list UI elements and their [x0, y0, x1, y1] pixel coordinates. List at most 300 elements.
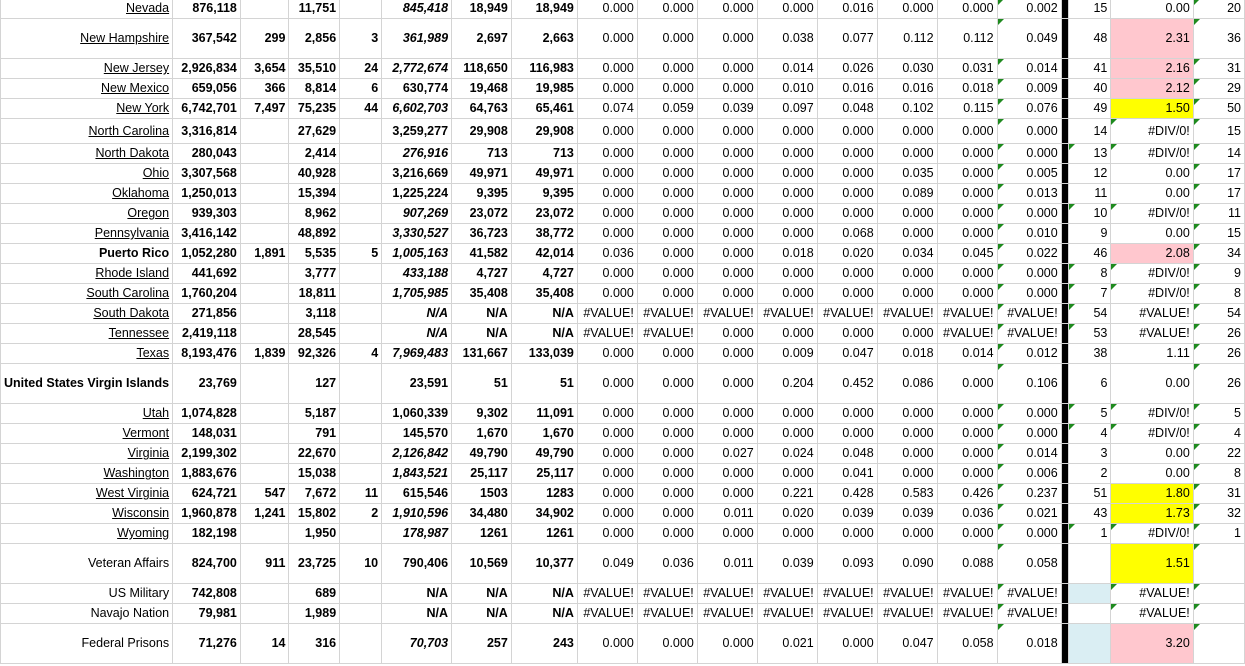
- cell-r24-c18[interactable]: 1: [1193, 524, 1244, 544]
- cell-r2-c14[interactable]: 0.031: [937, 59, 997, 79]
- cell-r21-c2[interactable]: [240, 464, 289, 484]
- cell-r25-c6[interactable]: 10,569: [452, 544, 512, 584]
- cell-r12-c17[interactable]: #DIV/0!: [1111, 264, 1193, 284]
- cell-r14-c7[interactable]: N/A: [511, 304, 577, 324]
- cell-r24-c1[interactable]: 182,198: [173, 524, 241, 544]
- jurisdiction-link[interactable]: [1, 424, 173, 444]
- cell-r16-c18[interactable]: 26: [1193, 344, 1244, 364]
- jurisdiction-label[interactable]: Oklahoma: [112, 186, 170, 200]
- cell-r11-c9[interactable]: 0.000: [637, 244, 697, 264]
- cell-r5-c7[interactable]: 29,908: [511, 119, 577, 144]
- cell-r25-c4[interactable]: 10: [340, 544, 382, 584]
- cell-r27-c17[interactable]: #VALUE!: [1111, 604, 1193, 624]
- cell-r13-c11[interactable]: 0.000: [757, 284, 817, 304]
- cell-r13-c3[interactable]: 18,811: [289, 284, 340, 304]
- cell-r3-c13[interactable]: 0.016: [877, 79, 937, 99]
- cell-r20-c5[interactable]: 2,126,842: [382, 444, 452, 464]
- cell-r22-c3[interactable]: 7,672: [289, 484, 340, 504]
- cell-r22-c18[interactable]: 31: [1193, 484, 1244, 504]
- cell-r14-c1[interactable]: 271,856: [173, 304, 241, 324]
- cell-r18-c3[interactable]: 5,187: [289, 404, 340, 424]
- cell-r19-c7[interactable]: 1,670: [511, 424, 577, 444]
- cell-r2-c5[interactable]: 2,772,674: [382, 59, 452, 79]
- cell-r14-c11[interactable]: #VALUE!: [757, 304, 817, 324]
- cell-r6-c8[interactable]: 0.000: [577, 144, 637, 164]
- cell-r7-c1[interactable]: 3,307,568: [173, 164, 241, 184]
- cell-r10-c2[interactable]: [240, 224, 289, 244]
- cell-r11-c7[interactable]: 42,014: [511, 244, 577, 264]
- cell-r2-c11[interactable]: 0.014: [757, 59, 817, 79]
- cell-r21-c11[interactable]: 0.000: [757, 464, 817, 484]
- cell-r21-c18[interactable]: 8: [1193, 464, 1244, 484]
- cell-r17-c11[interactable]: 0.204: [757, 364, 817, 404]
- cell-r18-c4[interactable]: [340, 404, 382, 424]
- cell-r3-c3[interactable]: 8,814: [289, 79, 340, 99]
- cell-r1-c11[interactable]: 0.038: [757, 19, 817, 59]
- cell-r20-c7[interactable]: 49,790: [511, 444, 577, 464]
- cell-r19-c13[interactable]: 0.000: [877, 424, 937, 444]
- cell-r15-c14[interactable]: #VALUE!: [937, 324, 997, 344]
- cell-r16-c6[interactable]: 131,667: [452, 344, 512, 364]
- cell-r14-c9[interactable]: #VALUE!: [637, 304, 697, 324]
- cell-r25-c10[interactable]: 0.011: [697, 544, 757, 584]
- cell-r4-c12[interactable]: 0.048: [817, 99, 877, 119]
- cell-r14-c12[interactable]: #VALUE!: [817, 304, 877, 324]
- cell-r3-c2[interactable]: 366: [240, 79, 289, 99]
- jurisdiction-link[interactable]: [1, 324, 173, 344]
- cell-r8-c18[interactable]: 17: [1193, 184, 1244, 204]
- cell-r24-c7[interactable]: 1261: [511, 524, 577, 544]
- cell-r7-c6[interactable]: 49,971: [452, 164, 512, 184]
- cell-r28-c4[interactable]: [340, 624, 382, 664]
- cell-r28-c7[interactable]: 243: [511, 624, 577, 664]
- cell-r24-c10[interactable]: 0.000: [697, 524, 757, 544]
- cell-r26-c10[interactable]: #VALUE!: [697, 584, 757, 604]
- cell-r16-c1[interactable]: 8,193,476: [173, 344, 241, 364]
- cell-r9-c12[interactable]: 0.000: [817, 204, 877, 224]
- cell-r0-c5[interactable]: 845,418: [382, 0, 452, 19]
- jurisdiction-label[interactable]: Tennessee: [108, 326, 170, 340]
- cell-r26-c2[interactable]: [240, 584, 289, 604]
- cell-r26-c4[interactable]: [340, 584, 382, 604]
- cell-r9-c7[interactable]: 23,072: [511, 204, 577, 224]
- cell-r22-c13[interactable]: 0.583: [877, 484, 937, 504]
- cell-r3-c15[interactable]: 0.009: [997, 79, 1061, 99]
- cell-r16-c14[interactable]: 0.014: [937, 344, 997, 364]
- cell-r10-c16[interactable]: 9: [1069, 224, 1111, 244]
- jurisdiction-link[interactable]: [1, 524, 173, 544]
- jurisdiction-label[interactable]: Wyoming: [117, 526, 170, 540]
- cell-r21-c4[interactable]: [340, 464, 382, 484]
- cell-r0-c4[interactable]: [340, 0, 382, 19]
- cell-r4-c10[interactable]: 0.039: [697, 99, 757, 119]
- cell-r2-c17[interactable]: 2.16: [1111, 59, 1193, 79]
- cell-r16-c17[interactable]: 1.11: [1111, 344, 1193, 364]
- cell-r23-c7[interactable]: 34,902: [511, 504, 577, 524]
- cell-r12-c3[interactable]: 3,777: [289, 264, 340, 284]
- cell-r18-c18[interactable]: 5: [1193, 404, 1244, 424]
- cell-r15-c6[interactable]: N/A: [452, 324, 512, 344]
- jurisdiction-link[interactable]: [1, 144, 173, 164]
- cell-r3-c12[interactable]: 0.016: [817, 79, 877, 99]
- cell-r25-c15[interactable]: 0.058: [997, 544, 1061, 584]
- cell-r23-c1[interactable]: 1,960,878: [173, 504, 241, 524]
- cell-r15-c11[interactable]: 0.000: [757, 324, 817, 344]
- cell-r25-c9[interactable]: 0.036: [637, 544, 697, 584]
- cell-r5-c1[interactable]: 3,316,814: [173, 119, 241, 144]
- jurisdiction-link[interactable]: [1, 464, 173, 484]
- cell-r16-c3[interactable]: 92,326: [289, 344, 340, 364]
- cell-r6-c2[interactable]: [240, 144, 289, 164]
- cell-r23-c9[interactable]: 0.000: [637, 504, 697, 524]
- cell-r16-c15[interactable]: 0.012: [997, 344, 1061, 364]
- cell-r6-c18[interactable]: 14: [1193, 144, 1244, 164]
- cell-r28-c18[interactable]: [1193, 624, 1244, 664]
- cell-r0-c18[interactable]: 20: [1193, 0, 1244, 19]
- cell-r6-c17[interactable]: #DIV/0!: [1111, 144, 1193, 164]
- cell-r17-c1[interactable]: 23,769: [173, 364, 241, 404]
- jurisdiction-link[interactable]: [1, 404, 173, 424]
- cell-r16-c2[interactable]: 1,839: [240, 344, 289, 364]
- cell-r12-c18[interactable]: 9: [1193, 264, 1244, 284]
- cell-r4-c6[interactable]: 64,763: [452, 99, 512, 119]
- cell-r21-c10[interactable]: 0.000: [697, 464, 757, 484]
- cell-r15-c10[interactable]: 0.000: [697, 324, 757, 344]
- cell-r20-c13[interactable]: 0.000: [877, 444, 937, 464]
- cell-r18-c5[interactable]: 1,060,339: [382, 404, 452, 424]
- cell-r17-c12[interactable]: 0.452: [817, 364, 877, 404]
- cell-r0-c2[interactable]: [240, 0, 289, 19]
- cell-r6-c15[interactable]: 0.000: [997, 144, 1061, 164]
- cell-r15-c15[interactable]: #VALUE!: [997, 324, 1061, 344]
- cell-r28-c16[interactable]: [1069, 624, 1111, 664]
- cell-r27-c13[interactable]: #VALUE!: [877, 604, 937, 624]
- cell-r3-c6[interactable]: 19,468: [452, 79, 512, 99]
- cell-r27-c10[interactable]: #VALUE!: [697, 604, 757, 624]
- cell-r3-c10[interactable]: 0.000: [697, 79, 757, 99]
- cell-r2-c2[interactable]: 3,654: [240, 59, 289, 79]
- cell-r7-c7[interactable]: 49,971: [511, 164, 577, 184]
- jurisdiction-link[interactable]: [1, 19, 173, 59]
- cell-r1-c7[interactable]: 2,663: [511, 19, 577, 59]
- cell-r22-c5[interactable]: 615,546: [382, 484, 452, 504]
- cell-r12-c1[interactable]: 441,692: [173, 264, 241, 284]
- cell-r26-c3[interactable]: 689: [289, 584, 340, 604]
- cell-r0-c9[interactable]: 0.000: [637, 0, 697, 19]
- jurisdiction-link[interactable]: [1, 224, 173, 244]
- cell-r19-c10[interactable]: 0.000: [697, 424, 757, 444]
- cell-r2-c9[interactable]: 0.000: [637, 59, 697, 79]
- cell-r24-c13[interactable]: 0.000: [877, 524, 937, 544]
- cell-r4-c16[interactable]: 49: [1069, 99, 1111, 119]
- cell-r14-c17[interactable]: #VALUE!: [1111, 304, 1193, 324]
- cell-r11-c13[interactable]: 0.034: [877, 244, 937, 264]
- cell-r22-c12[interactable]: 0.428: [817, 484, 877, 504]
- cell-r20-c14[interactable]: 0.000: [937, 444, 997, 464]
- cell-r8-c9[interactable]: 0.000: [637, 184, 697, 204]
- cell-r25-c11[interactable]: 0.039: [757, 544, 817, 584]
- cell-r22-c1[interactable]: 624,721: [173, 484, 241, 504]
- jurisdiction-label[interactable]: Rhode Island: [95, 266, 170, 280]
- cell-r8-c12[interactable]: 0.000: [817, 184, 877, 204]
- cell-r11-c17[interactable]: 2.08: [1111, 244, 1193, 264]
- cell-r28-c11[interactable]: 0.021: [757, 624, 817, 664]
- cell-r16-c11[interactable]: 0.009: [757, 344, 817, 364]
- cell-r7-c9[interactable]: 0.000: [637, 164, 697, 184]
- cell-r28-c15[interactable]: 0.018: [997, 624, 1061, 664]
- cell-r7-c17[interactable]: 0.00: [1111, 164, 1193, 184]
- cell-r3-c14[interactable]: 0.018: [937, 79, 997, 99]
- cell-r17-c6[interactable]: 51: [452, 364, 512, 404]
- jurisdiction-label[interactable]: Wisconsin: [112, 506, 170, 520]
- cell-r13-c10[interactable]: 0.000: [697, 284, 757, 304]
- cell-r19-c11[interactable]: 0.000: [757, 424, 817, 444]
- jurisdiction-label[interactable]: North Dakota: [95, 146, 170, 160]
- cell-r8-c6[interactable]: 9,395: [452, 184, 512, 204]
- jurisdiction-label[interactable]: Pennsylvania: [94, 226, 170, 240]
- cell-r8-c5[interactable]: 1,225,224: [382, 184, 452, 204]
- cell-r24-c9[interactable]: 0.000: [637, 524, 697, 544]
- cell-r27-c7[interactable]: N/A: [511, 604, 577, 624]
- cell-r5-c15[interactable]: 0.000: [997, 119, 1061, 144]
- cell-r24-c14[interactable]: 0.000: [937, 524, 997, 544]
- cell-r27-c4[interactable]: [340, 604, 382, 624]
- cell-r0-c11[interactable]: 0.000: [757, 0, 817, 19]
- cell-r11-c11[interactable]: 0.018: [757, 244, 817, 264]
- cell-r8-c3[interactable]: 15,394: [289, 184, 340, 204]
- cell-r24-c8[interactable]: 0.000: [577, 524, 637, 544]
- jurisdiction-label[interactable]: South Carolina: [86, 286, 170, 300]
- cell-r1-c4[interactable]: 3: [340, 19, 382, 59]
- jurisdiction-label[interactable]: Utah: [142, 406, 170, 420]
- cell-r13-c15[interactable]: 0.000: [997, 284, 1061, 304]
- cell-r9-c11[interactable]: 0.000: [757, 204, 817, 224]
- cell-r14-c14[interactable]: #VALUE!: [937, 304, 997, 324]
- cell-r15-c12[interactable]: 0.000: [817, 324, 877, 344]
- cell-r7-c14[interactable]: 0.000: [937, 164, 997, 184]
- cell-r9-c5[interactable]: 907,269: [382, 204, 452, 224]
- cell-r14-c6[interactable]: N/A: [452, 304, 512, 324]
- cell-r24-c16[interactable]: 1: [1069, 524, 1111, 544]
- cell-r9-c1[interactable]: 939,303: [173, 204, 241, 224]
- cell-r25-c7[interactable]: 10,377: [511, 544, 577, 584]
- cell-r11-c1[interactable]: 1,052,280: [173, 244, 241, 264]
- jurisdiction-label[interactable]: Oregon: [127, 206, 170, 220]
- cell-r14-c8[interactable]: #VALUE!: [577, 304, 637, 324]
- cell-r0-c13[interactable]: 0.000: [877, 0, 937, 19]
- cell-r3-c1[interactable]: 659,056: [173, 79, 241, 99]
- cell-r13-c18[interactable]: 8: [1193, 284, 1244, 304]
- cell-r3-c16[interactable]: 40: [1069, 79, 1111, 99]
- jurisdiction-link[interactable]: [1, 284, 173, 304]
- cell-r1-c9[interactable]: 0.000: [637, 19, 697, 59]
- jurisdiction-label[interactable]: Ohio: [142, 166, 170, 180]
- cell-r5-c18[interactable]: 15: [1193, 119, 1244, 144]
- cell-r17-c15[interactable]: 0.106: [997, 364, 1061, 404]
- cell-r13-c16[interactable]: 7: [1069, 284, 1111, 304]
- cell-r17-c16[interactable]: 6: [1069, 364, 1111, 404]
- cell-r25-c5[interactable]: 790,406: [382, 544, 452, 584]
- cell-r20-c2[interactable]: [240, 444, 289, 464]
- cell-r19-c2[interactable]: [240, 424, 289, 444]
- cell-r23-c6[interactable]: 34,480: [452, 504, 512, 524]
- cell-r21-c6[interactable]: 25,117: [452, 464, 512, 484]
- jurisdiction-label[interactable]: Virginia: [127, 446, 170, 460]
- cell-r11-c15[interactable]: 0.022: [997, 244, 1061, 264]
- jurisdiction-link[interactable]: [1, 204, 173, 224]
- cell-r18-c1[interactable]: 1,074,828: [173, 404, 241, 424]
- cell-r21-c12[interactable]: 0.041: [817, 464, 877, 484]
- cell-r21-c15[interactable]: 0.006: [997, 464, 1061, 484]
- cell-r2-c7[interactable]: 116,983: [511, 59, 577, 79]
- cell-r22-c7[interactable]: 1283: [511, 484, 577, 504]
- cell-r0-c17[interactable]: 0.00: [1111, 0, 1193, 19]
- cell-r15-c18[interactable]: 26: [1193, 324, 1244, 344]
- cell-r6-c11[interactable]: 0.000: [757, 144, 817, 164]
- cell-r1-c5[interactable]: 361,989: [382, 19, 452, 59]
- cell-r23-c12[interactable]: 0.039: [817, 504, 877, 524]
- cell-r19-c15[interactable]: 0.000: [997, 424, 1061, 444]
- cell-r10-c15[interactable]: 0.010: [997, 224, 1061, 244]
- cell-r10-c8[interactable]: 0.000: [577, 224, 637, 244]
- cell-r13-c4[interactable]: [340, 284, 382, 304]
- cell-r8-c14[interactable]: 0.000: [937, 184, 997, 204]
- jurisdiction-label[interactable]: Texas: [136, 346, 170, 360]
- cell-r26-c13[interactable]: #VALUE!: [877, 584, 937, 604]
- jurisdiction-label[interactable]: New Jersey: [103, 61, 170, 75]
- cell-r26-c1[interactable]: 742,808: [173, 584, 241, 604]
- jurisdiction-label[interactable]: Vermont: [122, 426, 170, 440]
- cell-r26-c9[interactable]: #VALUE!: [637, 584, 697, 604]
- cell-r21-c1[interactable]: 1,883,676: [173, 464, 241, 484]
- cell-r20-c9[interactable]: 0.000: [637, 444, 697, 464]
- cell-r17-c4[interactable]: [340, 364, 382, 404]
- cell-r10-c11[interactable]: 0.000: [757, 224, 817, 244]
- cell-r21-c16[interactable]: 2: [1069, 464, 1111, 484]
- cell-r26-c6[interactable]: N/A: [452, 584, 512, 604]
- cell-r12-c5[interactable]: 433,188: [382, 264, 452, 284]
- cell-r10-c10[interactable]: 0.000: [697, 224, 757, 244]
- cell-r28-c3[interactable]: 316: [289, 624, 340, 664]
- jurisdiction-label[interactable]: South Dakota: [93, 306, 170, 320]
- cell-r27-c18[interactable]: [1193, 604, 1244, 624]
- cell-r26-c7[interactable]: N/A: [511, 584, 577, 604]
- jurisdiction-label[interactable]: Nevada: [126, 1, 170, 15]
- cell-r10-c14[interactable]: 0.000: [937, 224, 997, 244]
- cell-r7-c10[interactable]: 0.000: [697, 164, 757, 184]
- cell-r8-c2[interactable]: [240, 184, 289, 204]
- cell-r18-c13[interactable]: 0.000: [877, 404, 937, 424]
- cell-r16-c13[interactable]: 0.018: [877, 344, 937, 364]
- cell-r3-c18[interactable]: 29: [1193, 79, 1244, 99]
- cell-r4-c7[interactable]: 65,461: [511, 99, 577, 119]
- cell-r12-c6[interactable]: 4,727: [452, 264, 512, 284]
- cell-r9-c8[interactable]: 0.000: [577, 204, 637, 224]
- cell-r6-c16[interactable]: 13: [1069, 144, 1111, 164]
- cell-r4-c9[interactable]: 0.059: [637, 99, 697, 119]
- cell-r1-c16[interactable]: 48: [1069, 19, 1111, 59]
- cell-r13-c14[interactable]: 0.000: [937, 284, 997, 304]
- cell-r12-c2[interactable]: [240, 264, 289, 284]
- cell-r17-c17[interactable]: 0.00: [1111, 364, 1193, 404]
- cell-r24-c4[interactable]: [340, 524, 382, 544]
- cell-r12-c8[interactable]: 0.000: [577, 264, 637, 284]
- cell-r26-c8[interactable]: #VALUE!: [577, 584, 637, 604]
- cell-r4-c4[interactable]: 44: [340, 99, 382, 119]
- cell-r9-c3[interactable]: 8,962: [289, 204, 340, 224]
- cell-r13-c8[interactable]: 0.000: [577, 284, 637, 304]
- cell-r15-c8[interactable]: #VALUE!: [577, 324, 637, 344]
- cell-r11-c14[interactable]: 0.045: [937, 244, 997, 264]
- cell-r20-c17[interactable]: 0.00: [1111, 444, 1193, 464]
- cell-r9-c18[interactable]: 11: [1193, 204, 1244, 224]
- cell-r22-c10[interactable]: 0.000: [697, 484, 757, 504]
- cell-r14-c16[interactable]: 54: [1069, 304, 1111, 324]
- cell-r18-c11[interactable]: 0.000: [757, 404, 817, 424]
- cell-r16-c5[interactable]: 7,969,483: [382, 344, 452, 364]
- cell-r5-c13[interactable]: 0.000: [877, 119, 937, 144]
- cell-r26-c12[interactable]: #VALUE!: [817, 584, 877, 604]
- cell-r20-c6[interactable]: 49,790: [452, 444, 512, 464]
- cell-r11-c5[interactable]: 1,005,163: [382, 244, 452, 264]
- cell-r17-c7[interactable]: 51: [511, 364, 577, 404]
- cell-r23-c10[interactable]: 0.011: [697, 504, 757, 524]
- cell-r6-c14[interactable]: 0.000: [937, 144, 997, 164]
- cell-r25-c18[interactable]: [1193, 544, 1244, 584]
- cell-r3-c17[interactable]: 2.12: [1111, 79, 1193, 99]
- cell-r6-c4[interactable]: [340, 144, 382, 164]
- cell-r6-c13[interactable]: 0.000: [877, 144, 937, 164]
- cell-r17-c14[interactable]: 0.000: [937, 364, 997, 404]
- cell-r25-c17[interactable]: 1.51: [1111, 544, 1193, 584]
- cell-r28-c8[interactable]: 0.000: [577, 624, 637, 664]
- cell-r5-c3[interactable]: 27,629: [289, 119, 340, 144]
- cell-r3-c8[interactable]: 0.000: [577, 79, 637, 99]
- jurisdiction-label[interactable]: New York: [116, 101, 170, 115]
- cell-r22-c15[interactable]: 0.237: [997, 484, 1061, 504]
- cell-r23-c18[interactable]: 32: [1193, 504, 1244, 524]
- cell-r18-c9[interactable]: 0.000: [637, 404, 697, 424]
- cell-r27-c11[interactable]: #VALUE!: [757, 604, 817, 624]
- cell-r19-c3[interactable]: 791: [289, 424, 340, 444]
- cell-r5-c4[interactable]: [340, 119, 382, 144]
- cell-r6-c7[interactable]: 713: [511, 144, 577, 164]
- cell-r1-c1[interactable]: 367,542: [173, 19, 241, 59]
- cell-r14-c2[interactable]: [240, 304, 289, 324]
- cell-r24-c15[interactable]: 0.000: [997, 524, 1061, 544]
- cell-r9-c10[interactable]: 0.000: [697, 204, 757, 224]
- cell-r6-c3[interactable]: 2,414: [289, 144, 340, 164]
- cell-r19-c6[interactable]: 1,670: [452, 424, 512, 444]
- cell-r23-c3[interactable]: 15,802: [289, 504, 340, 524]
- cell-r2-c6[interactable]: 118,650: [452, 59, 512, 79]
- cell-r1-c13[interactable]: 0.112: [877, 19, 937, 59]
- cell-r22-c17[interactable]: 1.80: [1111, 484, 1193, 504]
- cell-r1-c17[interactable]: 2.31: [1111, 19, 1193, 59]
- cell-r8-c1[interactable]: 1,250,013: [173, 184, 241, 204]
- cell-r13-c2[interactable]: [240, 284, 289, 304]
- jurisdiction-link[interactable]: [1, 344, 173, 364]
- cell-r2-c13[interactable]: 0.030: [877, 59, 937, 79]
- cell-r19-c14[interactable]: 0.000: [937, 424, 997, 444]
- cell-r2-c18[interactable]: 31: [1193, 59, 1244, 79]
- cell-r8-c16[interactable]: 11: [1069, 184, 1111, 204]
- cell-r12-c4[interactable]: [340, 264, 382, 284]
- cell-r12-c16[interactable]: 8: [1069, 264, 1111, 284]
- cell-r10-c3[interactable]: 48,892: [289, 224, 340, 244]
- cell-r21-c13[interactable]: 0.000: [877, 464, 937, 484]
- cell-r22-c6[interactable]: 1503: [452, 484, 512, 504]
